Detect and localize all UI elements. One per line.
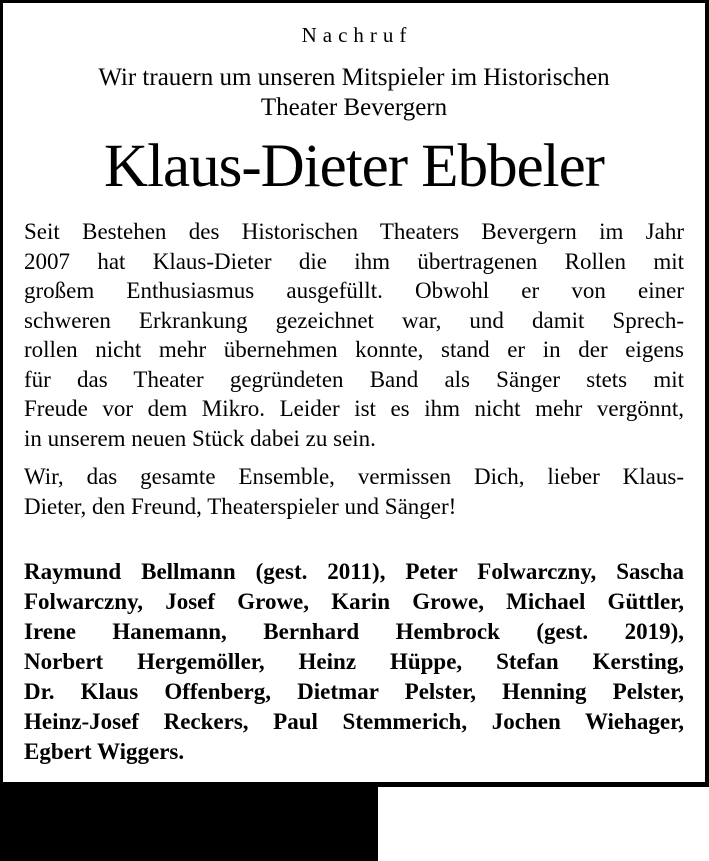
names-line: Norbert Hergemöller, Heinz Hüppe, Stefan Kersting, bbox=[24, 649, 684, 674]
bottom-right-white-area bbox=[378, 787, 709, 861]
subtitle-line: Theater Bevergern bbox=[260, 94, 448, 121]
obituary-paragraph-2 bbox=[24, 462, 684, 521]
names-line: Raymund Bellmann (gest. 2011), Peter Folwarczny, Sascha bbox=[24, 559, 684, 584]
paragraph-line: schweren Erkrankung gezeichnet war, und damit Sprech- bbox=[24, 307, 684, 333]
paragraph-line: in unserem neuen Stück dabei zu sein. bbox=[24, 425, 376, 451]
names-line: Dr. Klaus Offenberg, Dietmar Pelster, Henning Pelster, bbox=[24, 679, 684, 704]
deceased-name-headline: Klaus-Dieter Ebbeler bbox=[104, 133, 604, 200]
ensemble-names-list bbox=[24, 557, 684, 767]
notice-kicker: Nachruf bbox=[301, 23, 413, 47]
subtitle-line: Wir trauern um unseren Mitspieler im Historischen bbox=[98, 64, 610, 91]
names-line: Folwarczny, Josef Growe, Karin Growe, Michael Güttler, bbox=[24, 589, 684, 614]
paragraph-line: 2007 hat Klaus-Dieter die ihm übertragenen Rollen mit bbox=[24, 248, 684, 274]
obituary-paragraph-1 bbox=[24, 217, 684, 453]
names-line: Heinz-Josef Reckers, Paul Stemmerich, Jochen Wiehager, bbox=[24, 709, 684, 734]
paragraph-line: Seit Bestehen des Historischen Theaters Bevergern im Jahr bbox=[24, 219, 684, 244]
paragraph-line: für das Theater gegründeten Band als Sänger stets mit bbox=[24, 366, 684, 392]
bottom-left-black-block bbox=[0, 787, 378, 861]
paragraph-line: Freude vor dem Mikro. Leider ist es ihm nicht mehr vergönnt, bbox=[24, 396, 684, 421]
paragraph-line: großem Enthusiasmus ausgefüllt. Obwohl er von einer bbox=[24, 278, 684, 303]
paragraph-line: rollen nicht mehr übernehmen konnte, stand er in der eigens bbox=[24, 337, 684, 362]
paragraph-line: Dieter, den Freund, Theaterspieler und Sänger! bbox=[24, 493, 457, 519]
notice-subtitle bbox=[24, 63, 684, 123]
names-line: Egbert Wiggers. bbox=[24, 739, 185, 764]
names-line: Irene Hanemann, Bernhard Hembrock (gest. 2019), bbox=[24, 619, 684, 644]
paragraph-line: Wir, das gesamte Ensemble, vermissen Dich, lieber Klaus- bbox=[24, 464, 684, 489]
